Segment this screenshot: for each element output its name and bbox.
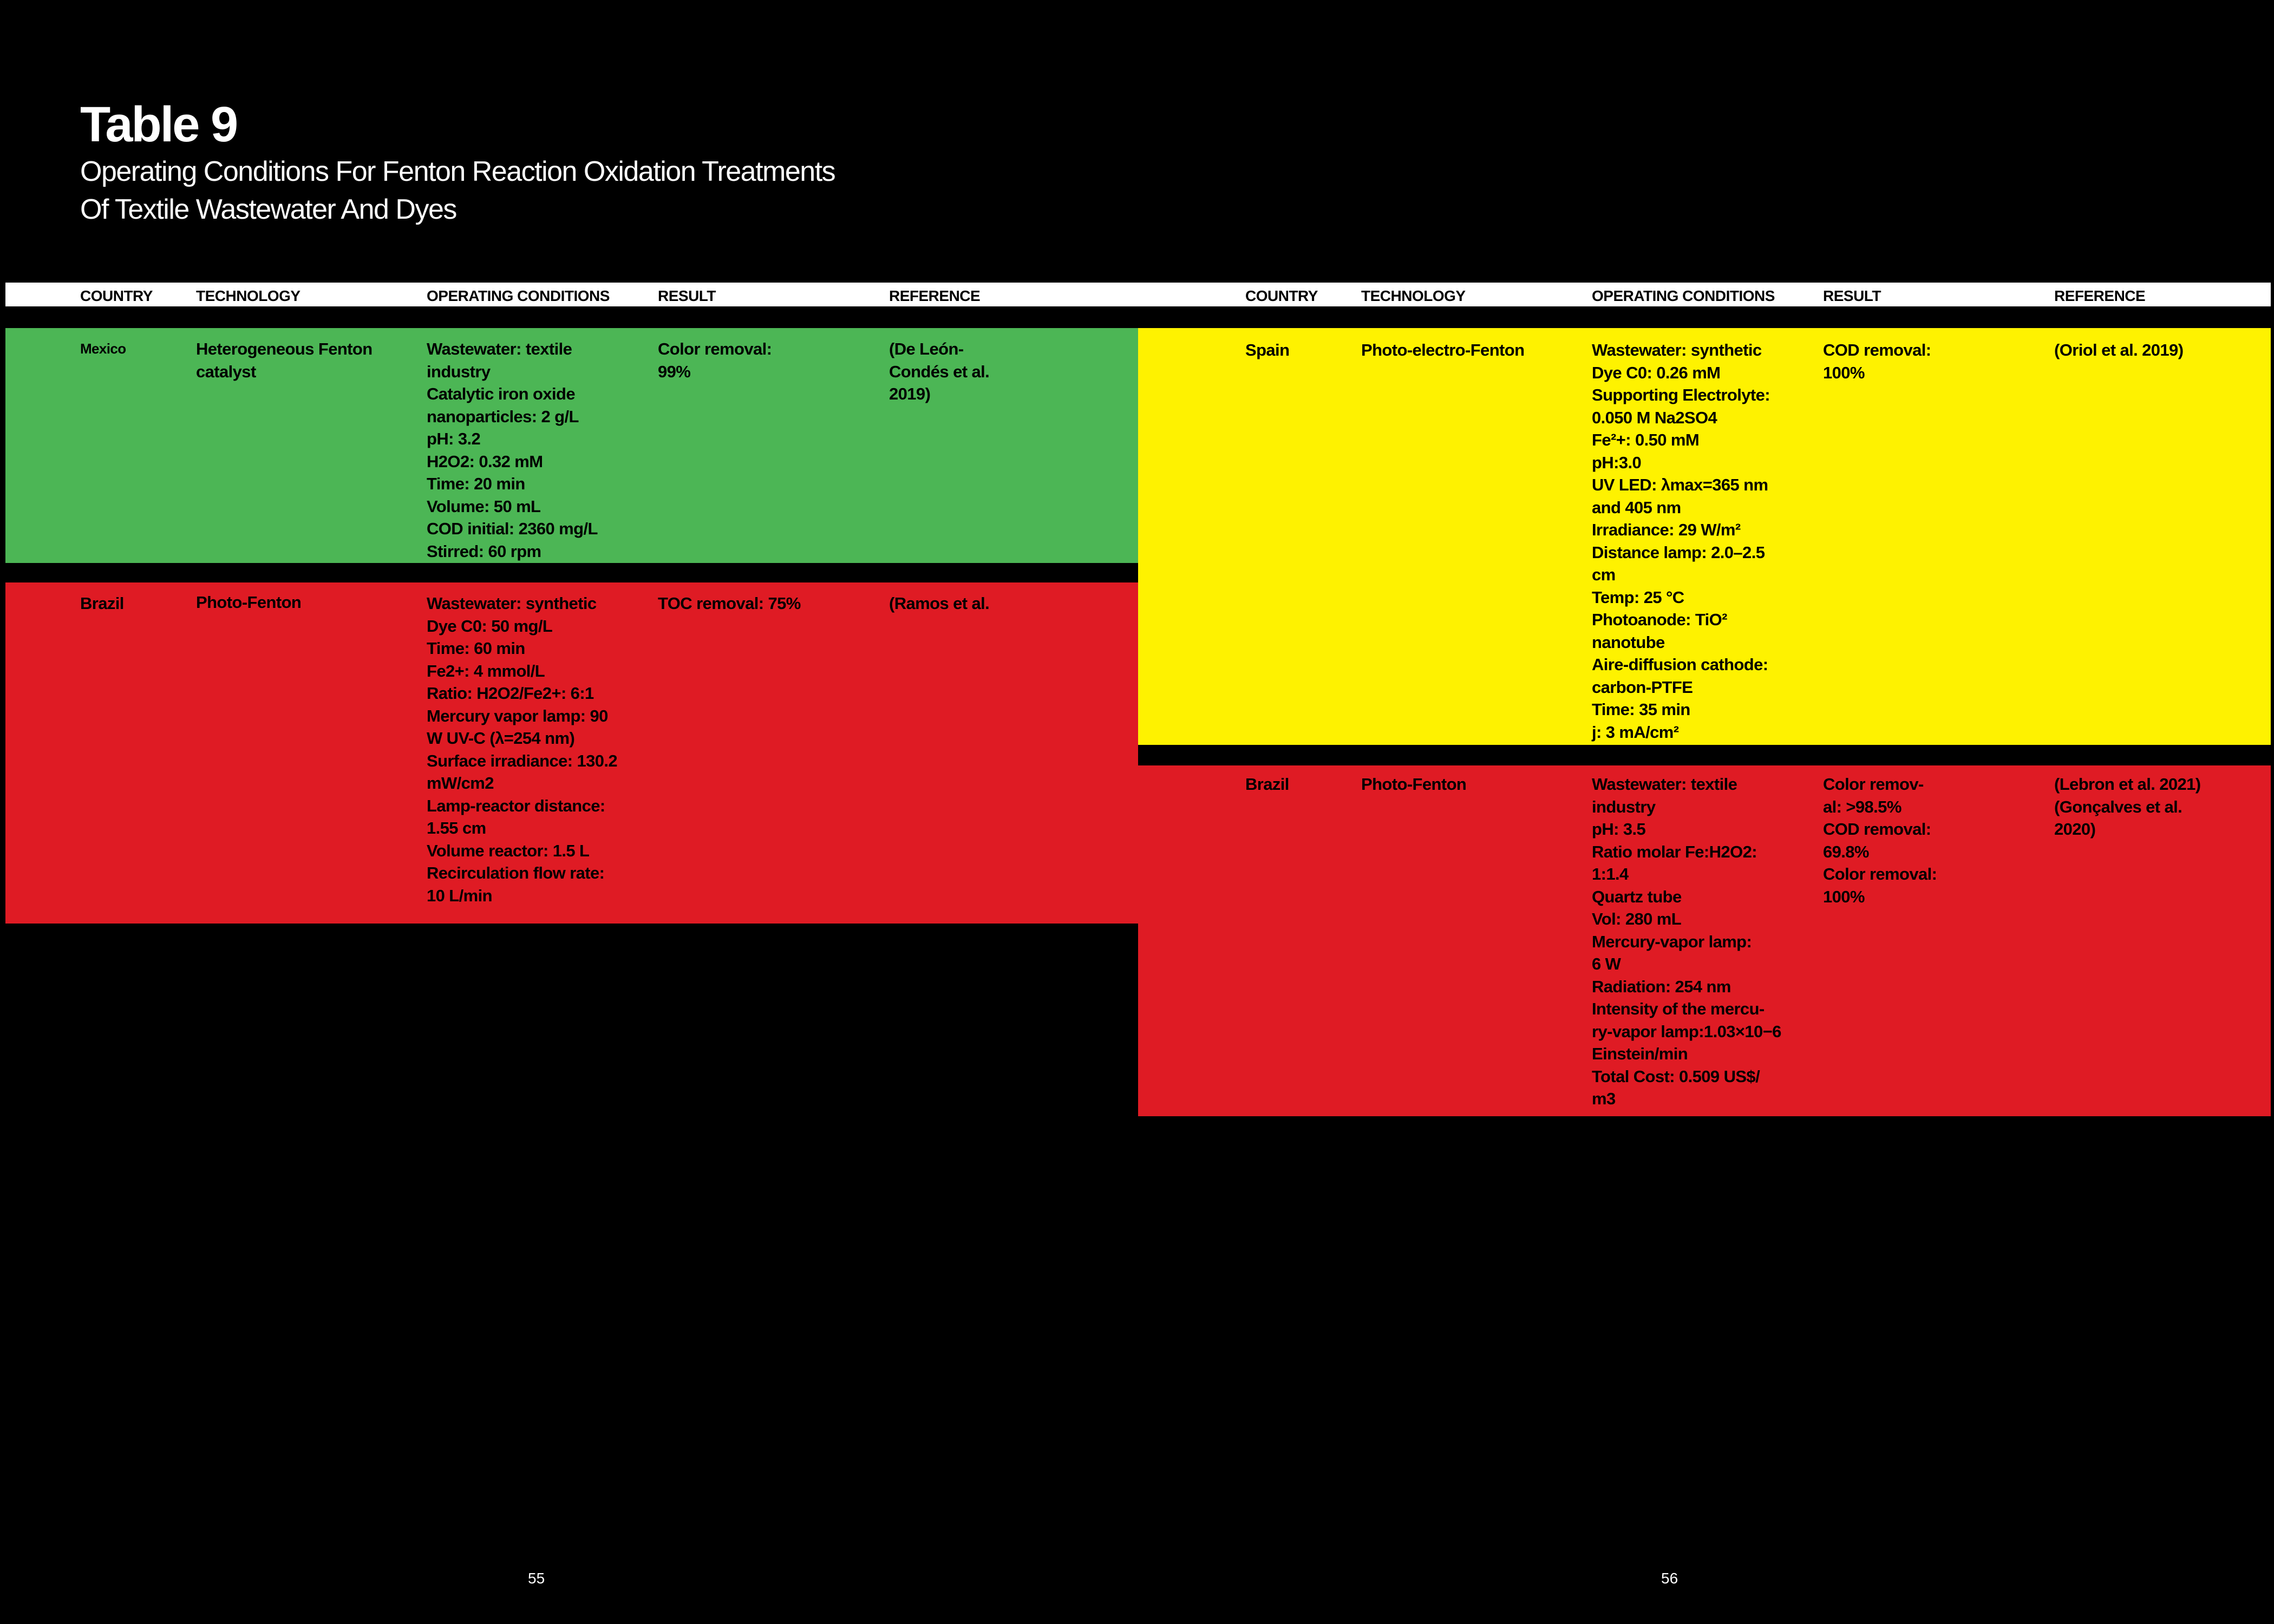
cell-line: Recirculation flow rate: bbox=[427, 863, 605, 882]
cell-line: Irradiance: 29 W/m² bbox=[1592, 520, 1741, 539]
cell-line: m3 bbox=[1592, 1089, 1616, 1108]
cell-line: ry-vapor lamp:1.03×10−6 bbox=[1592, 1021, 1781, 1041]
header-reference: REFERENCE bbox=[889, 287, 981, 304]
cell-line: pH:3.0 bbox=[1592, 453, 1642, 472]
cell-technology bbox=[1361, 773, 1567, 796]
cell-line: (Lebron et al. 2021) bbox=[2054, 775, 2201, 794]
cell-country: Spain bbox=[1245, 340, 1290, 359]
right-page-table bbox=[1138, 283, 2271, 1108]
cell-country: Brazil bbox=[1245, 775, 1289, 794]
cell-line: Volume reactor: 1.5 L bbox=[427, 841, 590, 860]
cell-reference bbox=[2054, 339, 2260, 362]
cell-line: Wastewater: synthetic bbox=[427, 594, 597, 613]
cell-line: 69.8% bbox=[1823, 842, 1869, 861]
cell-line: Color removal: bbox=[658, 339, 772, 358]
header-technology: TECHNOLOGY bbox=[196, 287, 300, 304]
cell-result bbox=[658, 338, 864, 383]
cell-line: Supporting Electrolyte: bbox=[1592, 385, 1770, 404]
cell-line: Volume: 50 mL bbox=[427, 496, 541, 516]
cell-operating-conditions bbox=[1592, 339, 1808, 743]
cell-line: pH: 3.5 bbox=[1592, 820, 1646, 839]
cell-line: industry bbox=[427, 362, 491, 381]
cell-line: Time: 60 min bbox=[427, 639, 525, 658]
cell-operating-conditions bbox=[427, 592, 643, 907]
cell-line: 2019) bbox=[889, 384, 931, 403]
cell-line: UV LED: λmax=365 nm bbox=[1592, 475, 1768, 494]
cell-result bbox=[1823, 773, 2029, 908]
header-operating-conditions: OPERATING CONDITIONS bbox=[1592, 287, 1775, 304]
cell-result bbox=[1823, 339, 2029, 384]
cell-line: COD initial: 2360 mg/L bbox=[427, 519, 598, 538]
title-block bbox=[80, 96, 1001, 228]
cell-country: Brazil bbox=[80, 594, 124, 613]
cell-line: Color remov- bbox=[1823, 775, 1924, 794]
cell-line: TOC removal: 75% bbox=[658, 594, 801, 613]
table-subtitle bbox=[80, 153, 1001, 228]
cell-line: W UV-C (λ=254 nm) bbox=[427, 729, 575, 748]
cell-line: COD removal: bbox=[1823, 820, 1931, 839]
cell-line: Stirred: 60 rpm bbox=[427, 541, 541, 561]
page-number-right: 56 bbox=[1661, 1570, 1678, 1587]
cell-line: 100% bbox=[1823, 887, 1865, 906]
cell-line: Mercury vapor lamp: 90 bbox=[427, 706, 608, 725]
header-country: COUNTRY bbox=[1245, 287, 1318, 304]
cell-line: Dye C0: 50 mg/L bbox=[427, 616, 553, 636]
cell-reference bbox=[889, 592, 1030, 615]
subtitle-line: Operating Conditions For Fenton Reaction Oxidation Treatments bbox=[80, 156, 835, 187]
cell-reference bbox=[889, 338, 1030, 405]
cell-line: 100% bbox=[1823, 363, 1865, 382]
cell-line: Distance lamp: 2.0–2.5 bbox=[1592, 542, 1765, 562]
cell-line: Vol: 280 mL bbox=[1592, 909, 1682, 928]
cell-line: Fe²+: 0.50 mM bbox=[1592, 430, 1700, 449]
cell-line: pH: 3.2 bbox=[427, 429, 481, 448]
cell-line: COD removal: bbox=[1823, 340, 1931, 359]
cell-line: Wastewater: synthetic bbox=[1592, 340, 1762, 359]
cell-line: Mercury-vapor lamp: bbox=[1592, 932, 1752, 951]
cell-line: al: >98.5% bbox=[1823, 797, 1901, 816]
cell-line: Temp: 25 °C bbox=[1592, 587, 1684, 607]
cell-line: cm bbox=[1592, 565, 1616, 584]
table-title: Table 9 bbox=[80, 97, 237, 152]
table-header bbox=[1138, 283, 2271, 306]
page-number-left: 55 bbox=[528, 1570, 545, 1587]
table-row bbox=[1138, 328, 2271, 745]
left-page-table bbox=[5, 283, 1138, 905]
cell-line: 10 L/min bbox=[427, 886, 492, 905]
cell-line: 6 W bbox=[1592, 954, 1621, 973]
cell-line: Total Cost: 0.509 US$/ bbox=[1592, 1066, 1760, 1086]
header-result: RESULT bbox=[1823, 287, 1881, 304]
cell-line: Condés et al. bbox=[889, 362, 990, 381]
cell-reference bbox=[2054, 773, 2260, 841]
cell-line: 1.55 cm bbox=[427, 818, 486, 837]
cell-line: (De León- bbox=[889, 339, 964, 358]
cell-line: Photoanode: TiO² bbox=[1592, 610, 1727, 629]
cell-line: carbon-PTFE bbox=[1592, 677, 1693, 697]
cell-line: Einstein/min bbox=[1592, 1044, 1688, 1063]
cell-line: Aire-diffusion cathode: bbox=[1592, 655, 1768, 674]
header-country: COUNTRY bbox=[80, 287, 153, 304]
cell-result bbox=[658, 592, 864, 615]
cell-operating-conditions bbox=[1592, 773, 1808, 1110]
cell-line: H2O2: 0.32 mM bbox=[427, 451, 543, 471]
table-row bbox=[5, 582, 1138, 924]
cell-line: Color removal: bbox=[1823, 865, 1937, 883]
cell-line: mW/cm2 bbox=[427, 774, 494, 793]
cell-technology bbox=[196, 338, 402, 383]
cell-line: nanoparticles: 2 g/L bbox=[427, 407, 579, 426]
table-header bbox=[5, 283, 1138, 306]
cell-line: Time: 20 min bbox=[427, 474, 525, 493]
cell-line: Intensity of the mercu- bbox=[1592, 999, 1765, 1018]
header-result: RESULT bbox=[658, 287, 716, 304]
cell-line: Photo-Fenton bbox=[196, 593, 302, 612]
cell-line: Surface irradiance: 130.2 bbox=[427, 751, 618, 770]
cell-line: and 405 nm bbox=[1592, 497, 1681, 517]
cell-line: (Ramos et al. bbox=[889, 594, 990, 613]
cell-line: Quartz tube bbox=[1592, 887, 1682, 906]
cell-line: Wastewater: textile bbox=[427, 339, 572, 358]
cell-technology bbox=[1361, 339, 1567, 362]
cell-technology bbox=[196, 591, 402, 614]
cell-line: industry bbox=[1592, 797, 1656, 816]
cell-line: 2020) bbox=[2054, 820, 2096, 839]
cell-country: Mexico bbox=[80, 340, 126, 357]
cell-line: Time: 35 min bbox=[1592, 700, 1690, 719]
cell-line: 1:1.4 bbox=[1592, 865, 1629, 883]
header-technology: TECHNOLOGY bbox=[1361, 287, 1466, 304]
cell-line: Ratio molar Fe:H2O2: bbox=[1592, 842, 1757, 861]
table-row bbox=[5, 328, 1138, 563]
cell-line: Dye C0: 0.26 mM bbox=[1592, 363, 1721, 382]
header-reference: REFERENCE bbox=[2054, 287, 2146, 304]
subtitle-line: Of Textile Wastewater And Dyes bbox=[80, 194, 456, 225]
cell-line: Photo-electro-Fenton bbox=[1361, 340, 1525, 359]
cell-line: 0.050 M Na2SO4 bbox=[1592, 408, 1717, 427]
cell-operating-conditions bbox=[427, 338, 643, 562]
cell-line: Fe2+: 4 mmol/L bbox=[427, 661, 545, 680]
cell-line: Photo-Fenton bbox=[1361, 775, 1467, 794]
cell-line: Catalytic iron oxide bbox=[427, 384, 575, 403]
cell-line: Heterogeneous Fenton bbox=[196, 339, 373, 358]
cell-line: Radiation: 254 nm bbox=[1592, 977, 1731, 996]
cell-line: Lamp-reactor distance: bbox=[427, 796, 605, 815]
cell-line: catalyst bbox=[196, 362, 256, 381]
cell-line: nanotube bbox=[1592, 632, 1665, 652]
cell-line: Wastewater: textile bbox=[1592, 775, 1737, 794]
cell-line: (Oriol et al. 2019) bbox=[2054, 340, 2184, 359]
cell-line: Ratio: H2O2/Fe2+: 6:1 bbox=[427, 684, 594, 703]
cell-line: (Gonçalves et al. bbox=[2054, 797, 2182, 816]
header-operating-conditions: OPERATING CONDITIONS bbox=[427, 287, 610, 304]
cell-line: j: 3 mA/cm² bbox=[1592, 722, 1679, 742]
table-row bbox=[1138, 765, 2271, 1116]
cell-line: 99% bbox=[658, 362, 691, 381]
